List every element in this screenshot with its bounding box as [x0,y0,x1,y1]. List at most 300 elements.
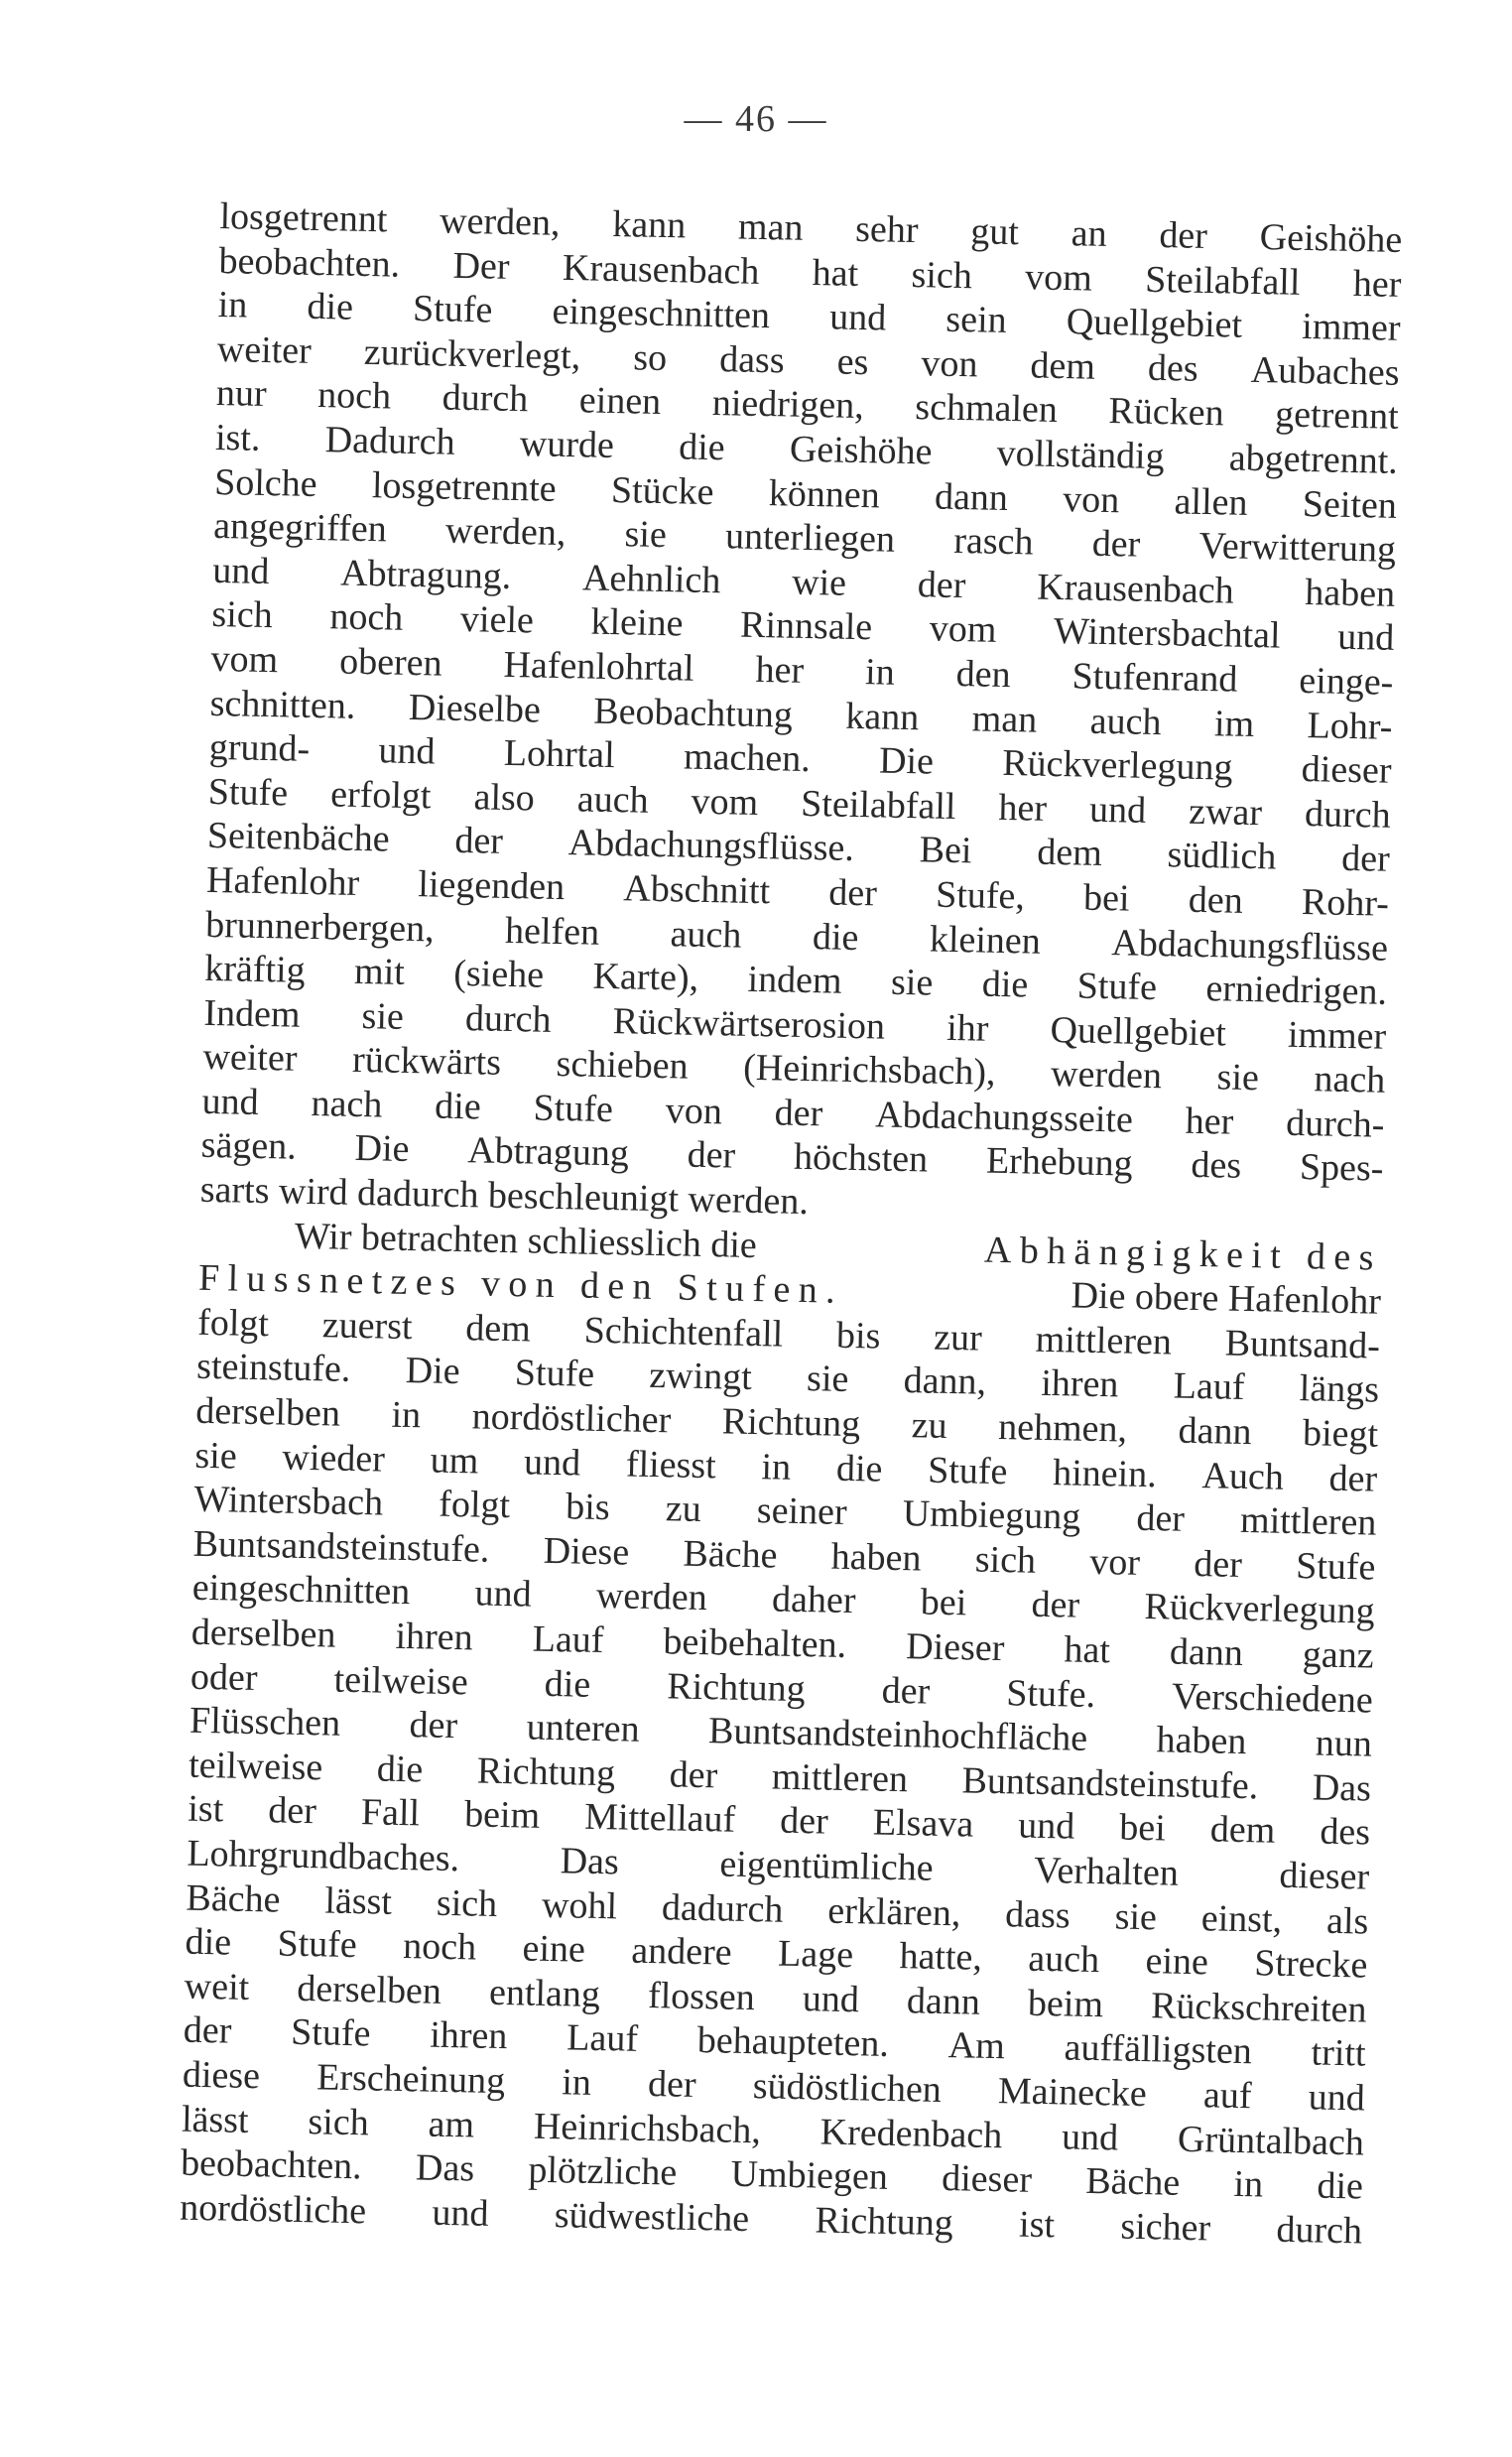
word: tritt [1311,2031,1366,2075]
word: nur [215,372,268,416]
word: Stufe [927,1449,1008,1492]
word: sägen. [200,1124,298,1169]
word: ist [1018,2203,1056,2247]
word: in [391,1393,422,1437]
word: der [827,871,878,915]
word: noch [316,374,392,418]
word: die [835,1447,883,1490]
word: in [217,284,248,326]
word: kleinen [929,918,1042,963]
word: Buntsand- [1224,1322,1381,1367]
word: ihr [945,1006,989,1050]
word: am [428,2103,475,2146]
word: Wintersbach [193,1478,384,1524]
word: von [921,341,978,386]
word: Buntsandsteinstufe. [961,1759,1259,1808]
word: Die [405,1350,461,1393]
word: und [474,1572,533,1616]
word: zurückverlegt, [363,330,581,378]
word: Das [1312,1766,1372,1810]
word: (Heinrichsbach), [742,1047,996,1095]
paragraph-1 [199,194,1402,1235]
word: Stufe [514,1352,595,1396]
word: Strecke [1253,1942,1368,1987]
word: weit [184,1965,250,2008]
word: es [836,340,869,383]
word: wurde [519,423,615,466]
word: lässt [324,1879,393,1923]
word: eigentümliche [719,1843,935,1889]
word: der [779,1800,829,1843]
word: werden, [444,509,567,555]
word: ist. [214,416,261,459]
word: immer [1287,1013,1387,1058]
word: der [774,1092,823,1135]
word: Grüntalbach [1177,2118,1365,2164]
word: dieser [1301,748,1392,792]
word: Rückwärtserosion [612,999,886,1048]
word: allen [1174,479,1248,524]
word: Rückschreiten [1150,1984,1367,2031]
word: haben [1156,1719,1247,1763]
word: Abdachungsflüsse. [567,822,855,870]
word: dadurch [661,1885,784,1931]
word: Rinnsale [739,603,873,649]
word: Mittellauf [583,1796,736,1842]
word: wie [791,561,847,604]
word: in [864,651,896,694]
word: viele [459,598,535,642]
word: dann [906,1980,981,2023]
word: durch [1304,792,1392,837]
word: hatte, [899,1935,983,1979]
word: Hafenlohr [205,858,360,904]
word: Stufe [1295,1544,1376,1589]
word: Das [415,2146,475,2190]
word: Stufe [412,288,493,331]
word: und [802,1977,860,2021]
word: Umbiegung [902,1492,1081,1538]
word: dem [1036,831,1103,875]
word: als [1325,1899,1369,1943]
word: die [812,915,859,959]
word: erniedrigen. [1205,968,1388,1013]
word: Buntsandsteinhochfläche [707,1710,1088,1760]
word: Bäche [186,1876,281,1921]
word: bis [565,1486,611,1529]
word: die [376,1747,424,1791]
word: dieser [1279,1854,1370,1898]
text-fragment: Die obere Hafenlohr [1071,1274,1382,1323]
word: die [544,1662,591,1706]
emphasized-text: Abhängigkeit des [983,1228,1383,1279]
word: der [1091,522,1141,566]
word: auch [670,912,742,957]
word: unteren [526,1706,641,1750]
word: können [768,471,881,516]
word: Verwitterung [1198,525,1397,572]
word: vor [1088,1540,1141,1584]
word: Die [878,739,935,783]
word: Diese [543,1529,630,1574]
word: Abschnitt [622,867,771,913]
word: nach [1314,1058,1386,1102]
word: sie [624,513,668,557]
word: der [1328,1457,1378,1500]
word: noch [329,595,404,640]
word: der [917,563,966,606]
word: Verschiedene [1171,1675,1374,1722]
word: liegenden [417,863,566,909]
word: Rohr- [1301,880,1390,925]
word: der [1340,838,1391,881]
word: Aubaches [1250,348,1400,394]
word: rasch [952,520,1034,564]
word: werden [595,1575,708,1619]
word: durch [1276,2208,1363,2253]
word: hat [1064,1628,1111,1672]
word: wohl [541,1883,618,1927]
word: Rücken [1108,390,1225,435]
word: eine [522,1927,586,1971]
word: den [955,652,1012,697]
word: in [561,2061,592,2104]
word: nordöstliche [179,2186,367,2233]
word: die [185,1920,232,1964]
word: Das [560,1840,620,1883]
word: immer [1301,306,1401,350]
word: Lohr- [1307,704,1393,748]
word: Quellgebiet [1050,1008,1227,1055]
word: vom [210,637,279,682]
word: Dieser [905,1625,1005,1670]
word: und [1088,788,1147,832]
text-fragment: Wir betrachten schliesslich die [294,1215,758,1266]
word: Elsava [872,1801,974,1846]
word: sie [194,1434,238,1478]
word: biegt [1302,1412,1379,1456]
word: Stufe [290,2011,371,2055]
word: brunnerbergen, [204,903,435,950]
word: der [1136,1497,1186,1540]
word: Bäche [1084,2160,1181,2204]
word: Lauf [532,1617,604,1662]
word: auffälligsten [1064,2026,1253,2073]
word: sie [890,961,934,1004]
word: zu [911,1404,948,1447]
word: bei [1082,876,1131,920]
word: noch [402,1925,477,1969]
word: dass [1004,1892,1071,1937]
word: zwingt [648,1355,753,1399]
word: Die [354,1127,410,1171]
word: Richtung [721,1400,861,1446]
word: und [1336,616,1395,660]
word: gut [969,210,1020,254]
word: niedrigen, [711,382,865,428]
word: haben [830,1535,922,1580]
word: Seitenbäche [206,815,391,860]
word: derselben [296,1967,442,2012]
word: durch [464,996,552,1041]
word: dieser [941,2157,1033,2201]
word: beobachten. [218,239,401,286]
word: schieben [556,1043,690,1088]
word: losgetrennt [219,194,388,241]
word: in [761,1445,792,1488]
word: sicher [1120,2205,1211,2250]
word: mittleren [771,1755,909,1801]
word: Stufe [1076,965,1158,1009]
word: Bäche [683,1532,778,1577]
word: bei [920,1581,967,1624]
word: des [1319,1810,1371,1854]
word: ihren [429,2013,508,2058]
word: seiner [756,1489,848,1534]
word: bis [835,1314,881,1358]
word: fliesst [625,1443,717,1487]
word: der [647,2062,697,2106]
word: abgetrennt. [1228,437,1399,482]
word: flossen [647,1974,756,2018]
word: her [1185,1099,1234,1143]
body-text [180,194,1403,2254]
word: vollständig [996,432,1166,478]
word: werden [1050,1053,1163,1098]
word: indem [747,958,843,1002]
word: sich [436,1881,498,1925]
word: des [1191,1144,1242,1188]
word: ihren [1040,1362,1119,1406]
word: Erscheinung [315,2056,506,2103]
word: derselben [190,1611,336,1656]
word: oder [189,1655,258,1699]
word: die [981,963,1029,1006]
word: nehmen, [997,1406,1128,1451]
word: schmalen [914,386,1059,432]
word: behaupteten. [696,2019,890,2066]
word: beobachten. [180,2141,363,2188]
word: Umbiegen [730,2152,889,2199]
word: Karte), [592,955,699,999]
word: (siehe [452,952,545,996]
word: teilweise [333,1658,469,1703]
word: Abtragung [466,1129,630,1175]
word: eingeschnitten [552,290,771,337]
word: dem [465,1307,532,1351]
word: Abdachungsseite [874,1094,1134,1141]
word: einen [578,379,662,424]
word: dem [1030,344,1096,388]
word: getrennt [1274,393,1400,439]
word: angegriffen [212,505,388,551]
word: Lohrgrundbaches. [187,1832,460,1880]
word: losgetrennte [371,463,558,510]
word: daher [771,1578,856,1622]
word: haben [1305,571,1396,615]
word: Schichtenfall [583,1309,784,1356]
word: von [665,1090,723,1133]
word: und [1308,2076,1366,2120]
word: zwar [1188,790,1263,834]
paragraph-2 [180,1212,1382,2253]
word: sie [806,1358,849,1401]
word: und [201,1080,260,1123]
emphasized-text: Flussnetzes von den Stufen. [197,1257,844,1313]
word: der [454,820,504,863]
word: ganz [1302,1633,1375,1677]
word: und [211,549,270,592]
page-number: — 46 — [684,98,828,140]
word: so [632,336,668,379]
word: bei [1118,1806,1167,1850]
word: im [1213,702,1255,745]
word: Quellgebiet [1066,301,1243,346]
word: sie [361,994,405,1038]
word: Fall [360,1791,421,1835]
word: Bei [919,829,972,872]
word: zuerst [321,1304,413,1348]
word: sein [945,298,1008,342]
text-line: sarts wird dadurch beschleunigt werden. [199,1168,810,1224]
word: Richtung [815,2199,954,2244]
word: auch [1027,1937,1100,1982]
word: dann [1169,1630,1244,1674]
word: der [409,1704,458,1747]
word: helfen [504,909,600,954]
word: unterliegen [724,515,896,561]
word: Abtragung. [339,552,512,597]
word: kann [611,202,687,247]
word: man [737,205,804,249]
word: südlich [1167,834,1277,878]
word: wieder [282,1436,386,1481]
word: Stufe [533,1087,614,1131]
word: des [1147,346,1199,390]
word: Erhebung [985,1140,1134,1186]
word: andere [630,1929,733,1974]
word: steinstufe. [195,1346,351,1391]
word: Aehnlich [581,557,721,601]
word: sich [308,2100,370,2143]
word: und [1061,2115,1119,2159]
word: Richtung [666,1664,807,1710]
word: beim [1027,1982,1104,2025]
word: mit [353,950,406,993]
word: Kredenbach [819,2111,1003,2156]
word: also [473,775,536,820]
word: diese [182,2053,261,2098]
word: auch [1089,700,1162,743]
word: sich [974,1538,1037,1582]
word: auch [576,778,650,822]
word: dann, [903,1359,987,1404]
word: Abdachungsflüsse [1110,921,1389,970]
word: werden, [439,199,561,244]
word: auf [1202,2074,1252,2118]
word: nun [1315,1722,1373,1765]
word: dass [718,337,786,382]
word: durch [441,376,529,421]
word: her [755,648,805,692]
word: her [1352,262,1402,306]
word: Mainecke [997,2070,1148,2116]
word: Flüsschen [189,1699,341,1745]
word: Beobachtung [592,690,794,736]
word: teilweise [188,1744,323,1789]
word: vom [691,780,759,824]
word: dann [934,475,1009,519]
word: Richtung [476,1749,616,1795]
word: und [378,729,436,773]
word: zu [665,1487,702,1531]
word: sich [911,253,973,297]
word: Steilabfall [800,782,956,828]
word: plötzliche [528,2148,678,2194]
word: weiter [216,327,313,372]
word: Krausenbach [562,246,760,293]
word: die [678,426,726,469]
word: durch- [1285,1101,1385,1146]
word: nach [311,1082,383,1126]
word: hinein. [1052,1451,1158,1495]
word: her [998,786,1048,830]
word: kann [844,695,920,738]
word: folgt [438,1483,511,1527]
word: Solche [213,460,318,505]
word: sie [1114,1895,1158,1938]
word: mittleren [1239,1499,1377,1544]
word: dann [1178,1409,1252,1454]
word: grund- [208,726,311,771]
word: machen. [683,735,812,781]
word: mittleren [1035,1318,1173,1363]
word: vom [1024,255,1093,300]
word: Geishöhe [789,428,933,473]
word: eine [1145,1940,1209,1984]
word: kleine [590,600,684,645]
word: der [669,1753,718,1797]
word: die [434,1085,482,1128]
word: Stufe [207,770,289,815]
word: ist [187,1788,224,1831]
word: einst, [1200,1896,1283,1941]
word: vom [929,607,997,652]
word: derselben [194,1389,341,1435]
word: Krausenbach [1036,566,1235,612]
word: rückwärts [351,1039,502,1085]
word: Lage [777,1932,854,1977]
word: zur [933,1316,983,1359]
word: kräftig [203,947,307,991]
word: Wintersbachtal [1053,610,1281,657]
word: Lohrtal [503,731,616,777]
word: einge- [1298,659,1394,704]
word: ihren [395,1615,474,1659]
word: beibehalten. [663,1620,847,1666]
word: der [267,1789,317,1833]
word: höchsten [793,1136,929,1181]
word: sehr [854,207,919,252]
word: Dadurch [324,419,456,463]
word: Hafenlohrtal [503,643,695,690]
word: sie [1216,1056,1260,1099]
word: der [881,1669,931,1713]
word: und [828,296,887,339]
word: schnitten. [209,682,356,727]
word: Spes- [1299,1146,1384,1191]
word: Am [947,2024,1006,2068]
